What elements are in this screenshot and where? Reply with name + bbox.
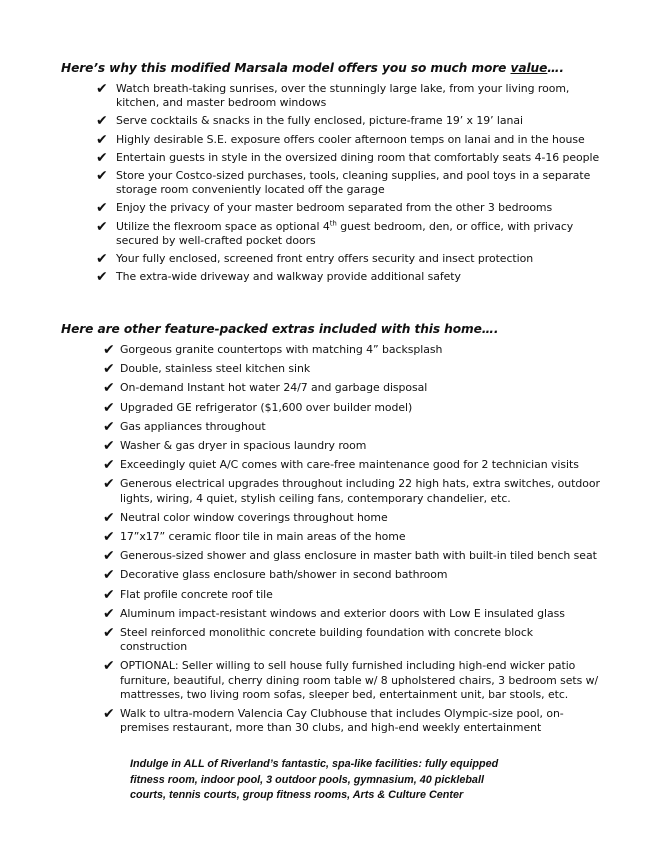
section2-heading: Here are other feature-packed extras included with this home…. [61,322,499,336]
list-item: ✔ Decorative glass enclosure bath/shower in second bathroom [103,567,448,584]
checkmark-icon: ✔ [103,658,115,675]
list-item: ✔ Your fully enclosed, screened front entry offers security and insect protection [96,251,534,268]
list-item: ✔ Generous-sized shower and glass enclosure in master bath with built-in tiled bench seat [103,548,597,565]
checkmark-icon: ✔ [96,251,108,268]
section1-list [96,82,606,284]
checkmark-icon: ✔ [103,567,115,584]
list-item: ✔ Highly desirable S.E. exposure offers cooler afternoon temps on lanai and in the house [96,131,585,148]
list-item: ✔ Upgraded GE refrigerator ($1,600 over builder model) [103,399,413,416]
checkmark-icon: ✔ [96,131,108,148]
checkmark-icon: ✔ [103,509,115,526]
list-item: ✔ Serve cocktails & snacks in the fully enclosed, picture-frame 19’ x 19’ lanai [96,113,523,130]
checkmark-icon: ✔ [103,529,115,546]
list-item: ✔ Enjoy the privacy of your master bedroom separated from the other 3 bedrooms [96,200,553,217]
section1-heading-ellipsis: …. [547,61,564,75]
list-item: ✔ 17”x17” ceramic floor tile in main areas of the home [103,529,406,546]
list-item: ✔ Aluminum impact-resistant windows and exterior doors with Low E insulated glass [103,605,565,622]
list-item: ✔ OPTIONAL: Seller willing to sell house fully furnished including high-end wicker patio furniture, beautiful, cherry dining room table w/ 8 upholstered chairs, 3 bedroom sets w/ mattresses, two living room sofas, sleeper bed, entertainment unit, bar stools, etc. [103,658,599,701]
checkmark-icon: ✔ [96,81,108,97]
checkmark-icon: ✔ [103,706,115,723]
checkmark-icon: ✔ [103,438,115,455]
section1-heading-value: value [510,61,548,75]
checkmark-icon: ✔ [96,269,108,286]
checkmark-icon: ✔ [103,418,115,435]
list-item: ✔ Gorgeous granite countertops with matching 4” backsplash [103,342,443,358]
list-item: ✔ Neutral color window coverings throughout home [103,509,388,526]
checkmark-icon: ✔ [96,149,108,166]
list-item: ✔ Flat profile concrete roof tile [103,586,273,603]
list-item: ✔ The extra-wide driveway and walkway provide additional safety [96,269,461,286]
section1-heading-text: Here’s why this modified Marsala model offers you so much more [61,61,511,75]
checkmark-icon: ✔ [103,476,115,493]
checkmark-icon: ✔ [103,605,115,622]
checkmark-icon: ✔ [103,625,115,642]
list-item: ✔ Entertain guests in style in the oversized dining room that comfortably seats 4-16 people [96,149,600,166]
section2-list [103,343,603,735]
list-item: ✔ Double, stainless steel kitchen sink [103,361,311,378]
list-item: ✔ Store your Costco-sized purchases, tools, cleaning supplies, and pool toys in a separate storage room conveniently located off the garage [96,168,591,197]
checkmark-icon: ✔ [96,218,108,235]
list-item: ✔ On-demand Instant hot water 24/7 and garbage disposal [103,380,428,397]
checkmark-icon: ✔ [103,399,115,416]
list-item: ✔ Watch breath-taking sunrises, over the stunningly large lake, from your living room, kitchen, and master bedroom windows [96,81,570,110]
list-item: ✔ Steel reinforced monolithic concrete building foundation with concrete block construction [103,625,534,654]
list-item: ✔ Generous electrical upgrades throughout including 22 high hats, extra switches, outdoor lights, wiring, 4 quiet, stylish ceiling fans, contemporary chandelier, etc. [103,476,600,505]
footer-note: Indulge in ALL of Riverland’s fantastic, spa-like facilities: fully equipped fitness room, indoor pool, 3 outdoor pools, gymnasium, 40 pickleball courts, tennis courts, group fitness rooms, Arts & Culture Center [130,758,499,801]
checkmark-icon: ✔ [96,113,108,130]
list-item: ✔ Gas appliances throughout [103,418,266,435]
checkmark-icon: ✔ [103,457,115,474]
checkmark-icon: ✔ [96,200,108,217]
section1-heading [61,61,564,75]
checkmark-icon: ✔ [103,380,115,397]
checkmark-icon: ✔ [103,548,115,565]
checkmark-icon: ✔ [103,586,115,603]
checkmark-icon: ✔ [103,361,115,378]
list-item: ✔ Utilize the flexroom space as optional 4th guest bedroom, den, or office, with privacy secured by well-crafted pocket doors [96,218,574,247]
checkmark-icon: ✔ [96,168,108,185]
checkmark-icon: ✔ [103,342,115,358]
list-item: ✔ Washer & gas dryer in spacious laundry room [103,438,367,455]
list-item: ✔ Exceedingly quiet A/C comes with care-free maintenance good for 2 technician visits [103,457,579,474]
list-item: ✔ Walk to ultra-modern Valencia Cay Clubhouse that includes Olympic-size pool, on-premises restaurant, more than 30 clubs, and high-end weekly entertainment [103,706,564,735]
